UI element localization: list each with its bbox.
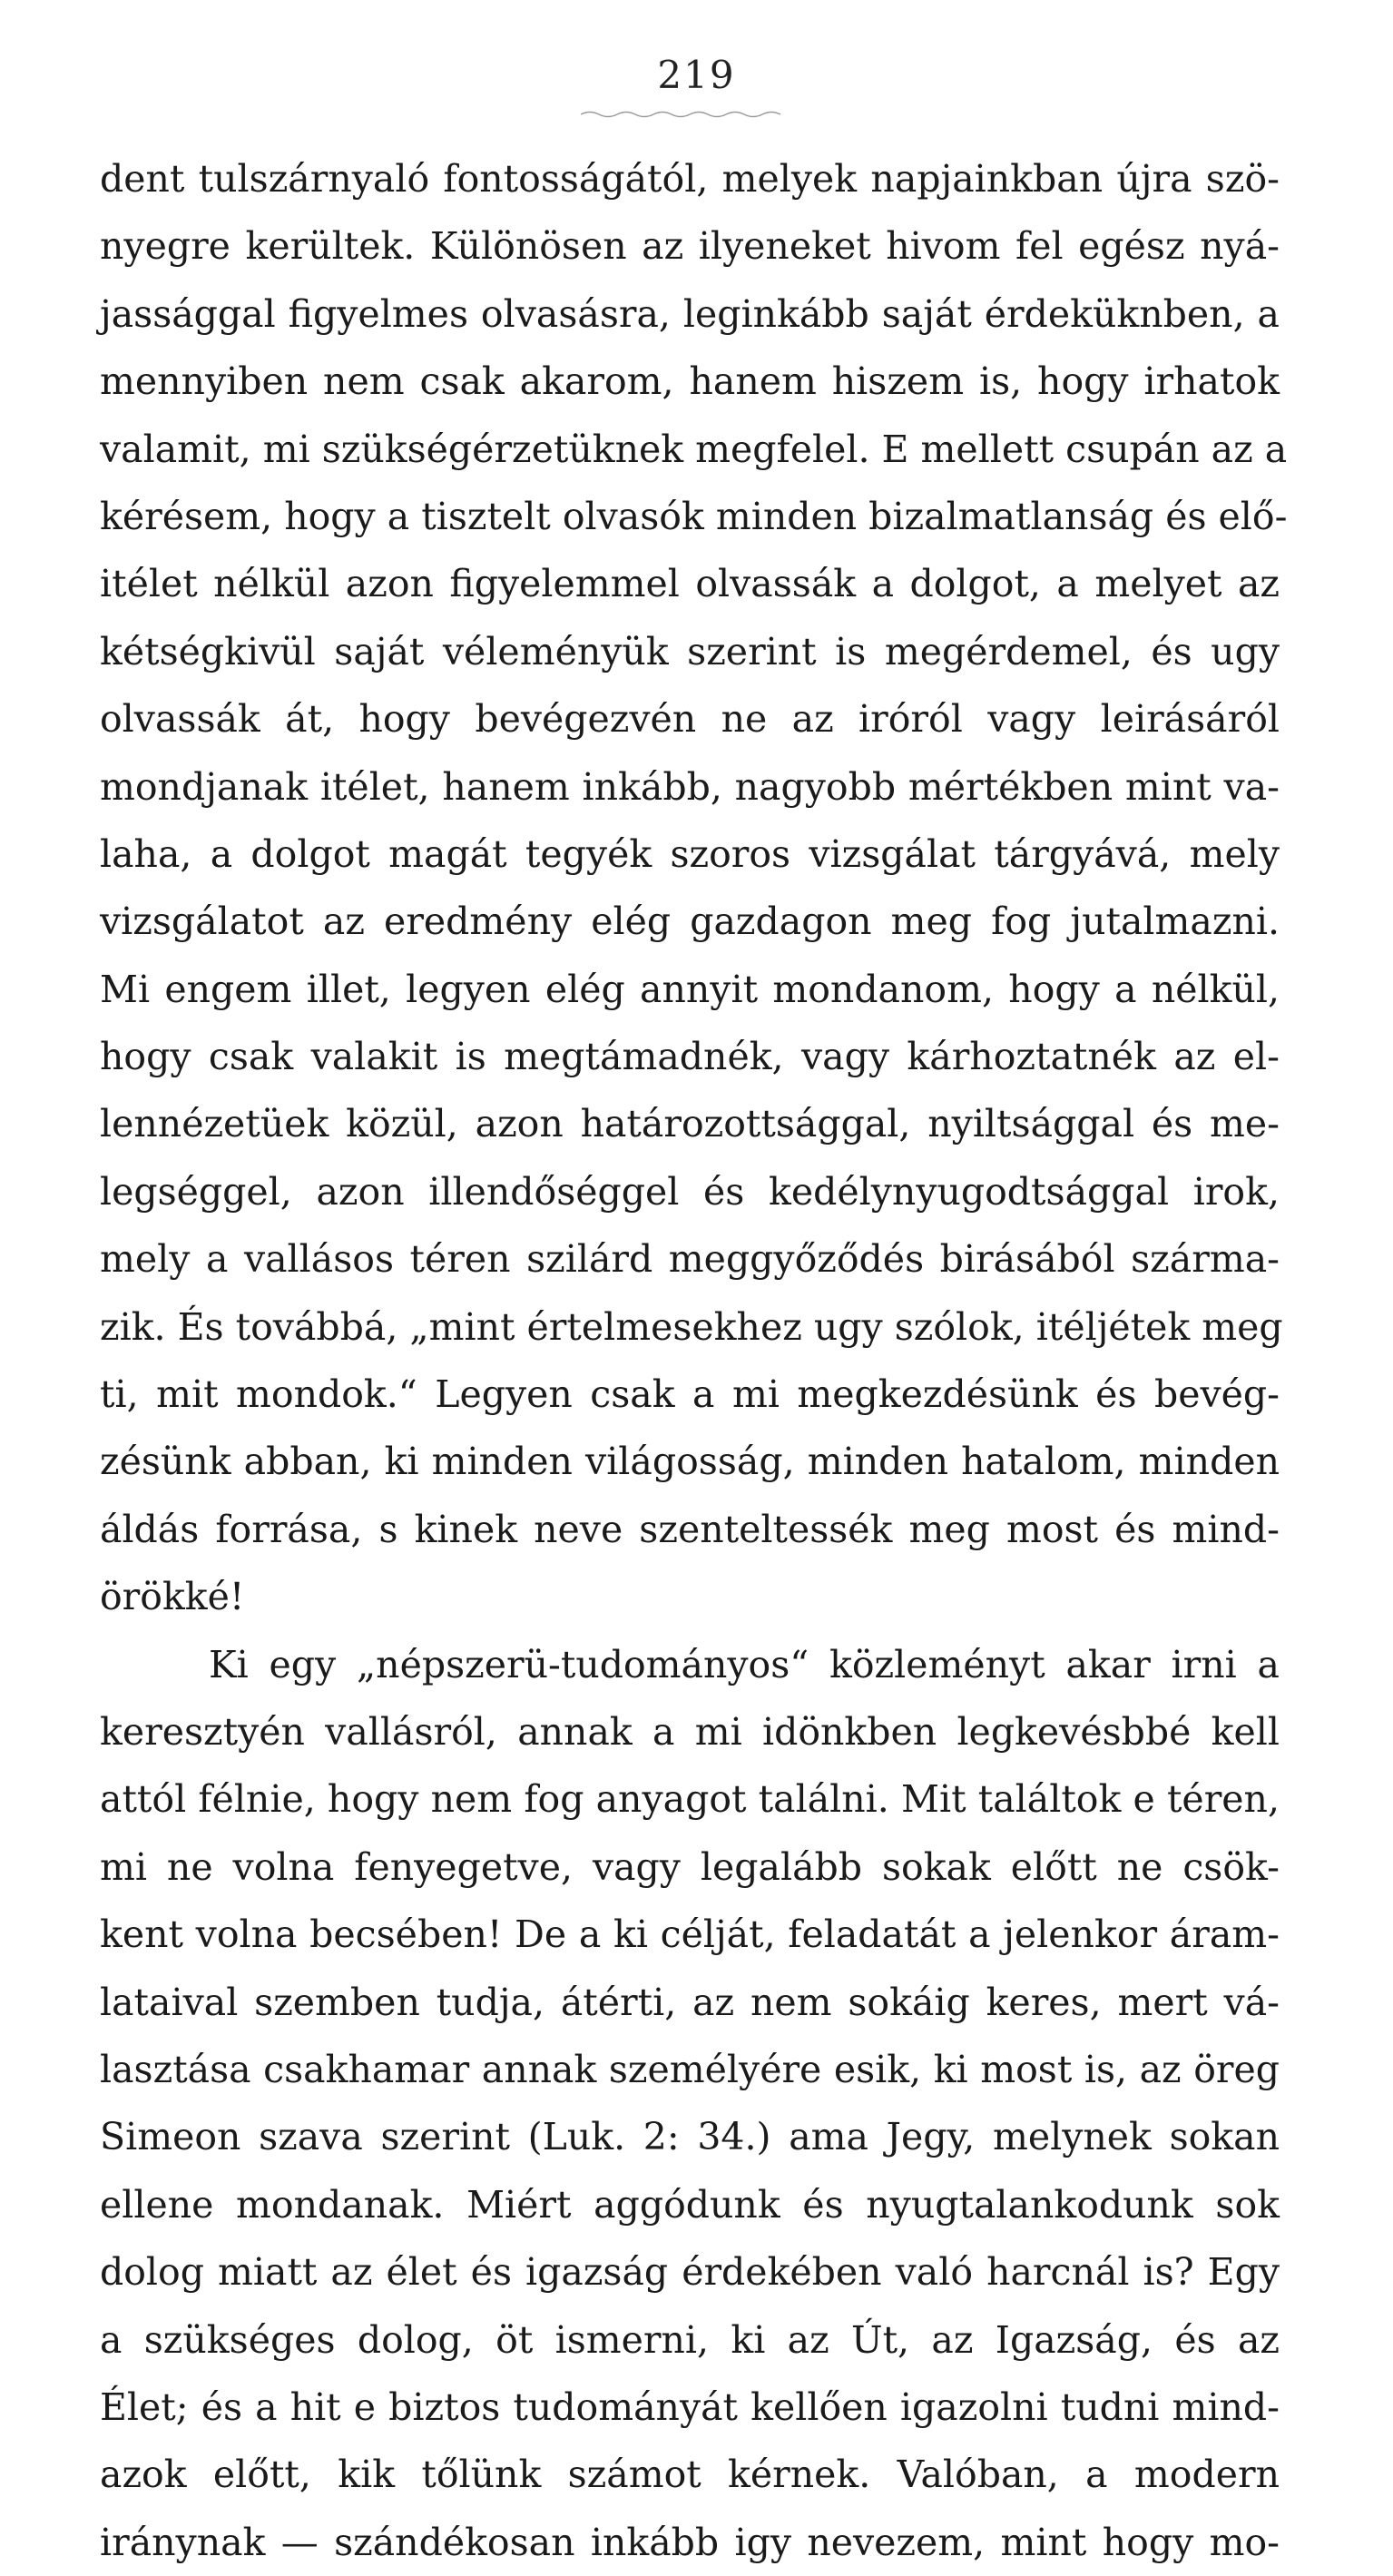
text-line: nyegre kerültek. Különösen az ilyeneket hivom fel egész nyá- [100,224,1280,269]
page-number: 219 [657,53,736,97]
text-line: attól félnie, hogy nem fog anyagot találni. Mit találtok e téren, [100,1777,1280,1822]
text-line: laha, a dolgot magát tegyék szoros vizsgálat tárgyává, mely [100,831,1280,876]
text-line: lasztása csakhamar annak személyére esik, ki most is, az öreg [100,2047,1280,2091]
text-line: keresztyén vallásról, annak a mi idönkben legkevésbbé kell [100,1709,1280,1754]
text-line: áldás forrása, s kinek neve szenteltessék meg most és mind- [100,1507,1280,1551]
text-line: hogy csak valakit is megtámadnék, vagy kárhoztatnék az el- [100,1035,1280,1079]
text-line: mondjanak itélet, hanem inkább, nagyobb mértékben mint va- [100,764,1280,809]
text-line: itélet nélkül azon figyelemmel olvassák a dolgot, a melyet az [100,562,1280,606]
text-line: iránynak — szándékosan inkább igy nevezem, mint hogy mo- [100,2520,1280,2564]
text-line: zik. És továbbá, „mint értelmesekhez ugy szólok, itéljétek meg [100,1304,1283,1349]
text-line: ti, mit mondok.“ Legyen csak a mi megkezdésünk és bevég- [100,1372,1280,1417]
text-line: kétségkivül saját véleményük szerint is megérdemel, és ugy [100,629,1280,673]
text-line: örökké! [100,1575,245,1619]
text-line: legséggel, azon illendőséggel és kedélynyugodtsággal irok, [100,1169,1280,1214]
text-line: Mi engem illet, legyen elég annyit mondanom, hogy a nélkül, [100,967,1280,1011]
text-line: lennézetüek közül, azon határozottsággal, nyiltsággal és me- [100,1102,1280,1146]
text-line: mely a vallásos téren szilárd meggyőződés birásából szárma- [100,1237,1280,1282]
text-line: mi ne volna fenyegetve, vagy legalább sokak előtt ne csök- [100,1844,1280,1889]
text-line: dent tulszárnyaló fontosságától, melyek napjainkban újra szö- [100,157,1280,201]
text-line: zésünk abban, ki minden világosság, minden hatalom, minden [100,1440,1280,1484]
body-text [100,145,1288,2576]
text-line: mennyiben nem csak akarom, hanem hiszem is, hogy irhatok [100,359,1280,404]
text-line: jassággal figyelmes olvasásra, leginkább saját érdeküknben, a [100,291,1280,336]
text-line: olvassák át, hogy bevégezvén ne az iróról vagy leirásáról [100,697,1280,742]
text-line: Élet; és a hit e biztos tudományát kellően igazolni tudni mind- [100,2384,1280,2429]
text-line: a szükséges dolog, öt ismerni, ki az Út, az Igazság, és az [100,2317,1280,2362]
text-line: azok előtt, kik tőlünk számot kérnek. Valóban, a modern [100,2453,1280,2497]
text-line: kent volna becsében! De a ki célját, feladatát a jelenkor áram- [100,1912,1280,1957]
text-line: dolog miatt az élet és igazság érdekében való harcnál is? Egy [100,2250,1280,2295]
text-line: kérésem, hogy a tisztelt olvasók minden bizalmatlanság és elő- [100,494,1288,538]
text-line: Simeon szava szerint (Luk. 2: 34.) ama Jegy, melynek sokan [100,2115,1280,2159]
text-line: ellene mondanak. Miért aggódunk és nyugtalankodunk sok [100,2182,1280,2227]
text-line: Ki egy „népszerü-tudományos“ közleményt akar irni a [209,1642,1280,1686]
header-ornament [581,109,790,118]
text-line: valamit, mi szükségérzetüknek megfelel. E mellett csupán az a [100,427,1288,471]
text-line: lataival szemben tudja, átérti, az nem sokáig keres, mert vá- [100,1980,1280,2024]
text-line: vizsgálatot az eredmény elég gazdagon meg fog jutalmazni. [100,900,1280,944]
